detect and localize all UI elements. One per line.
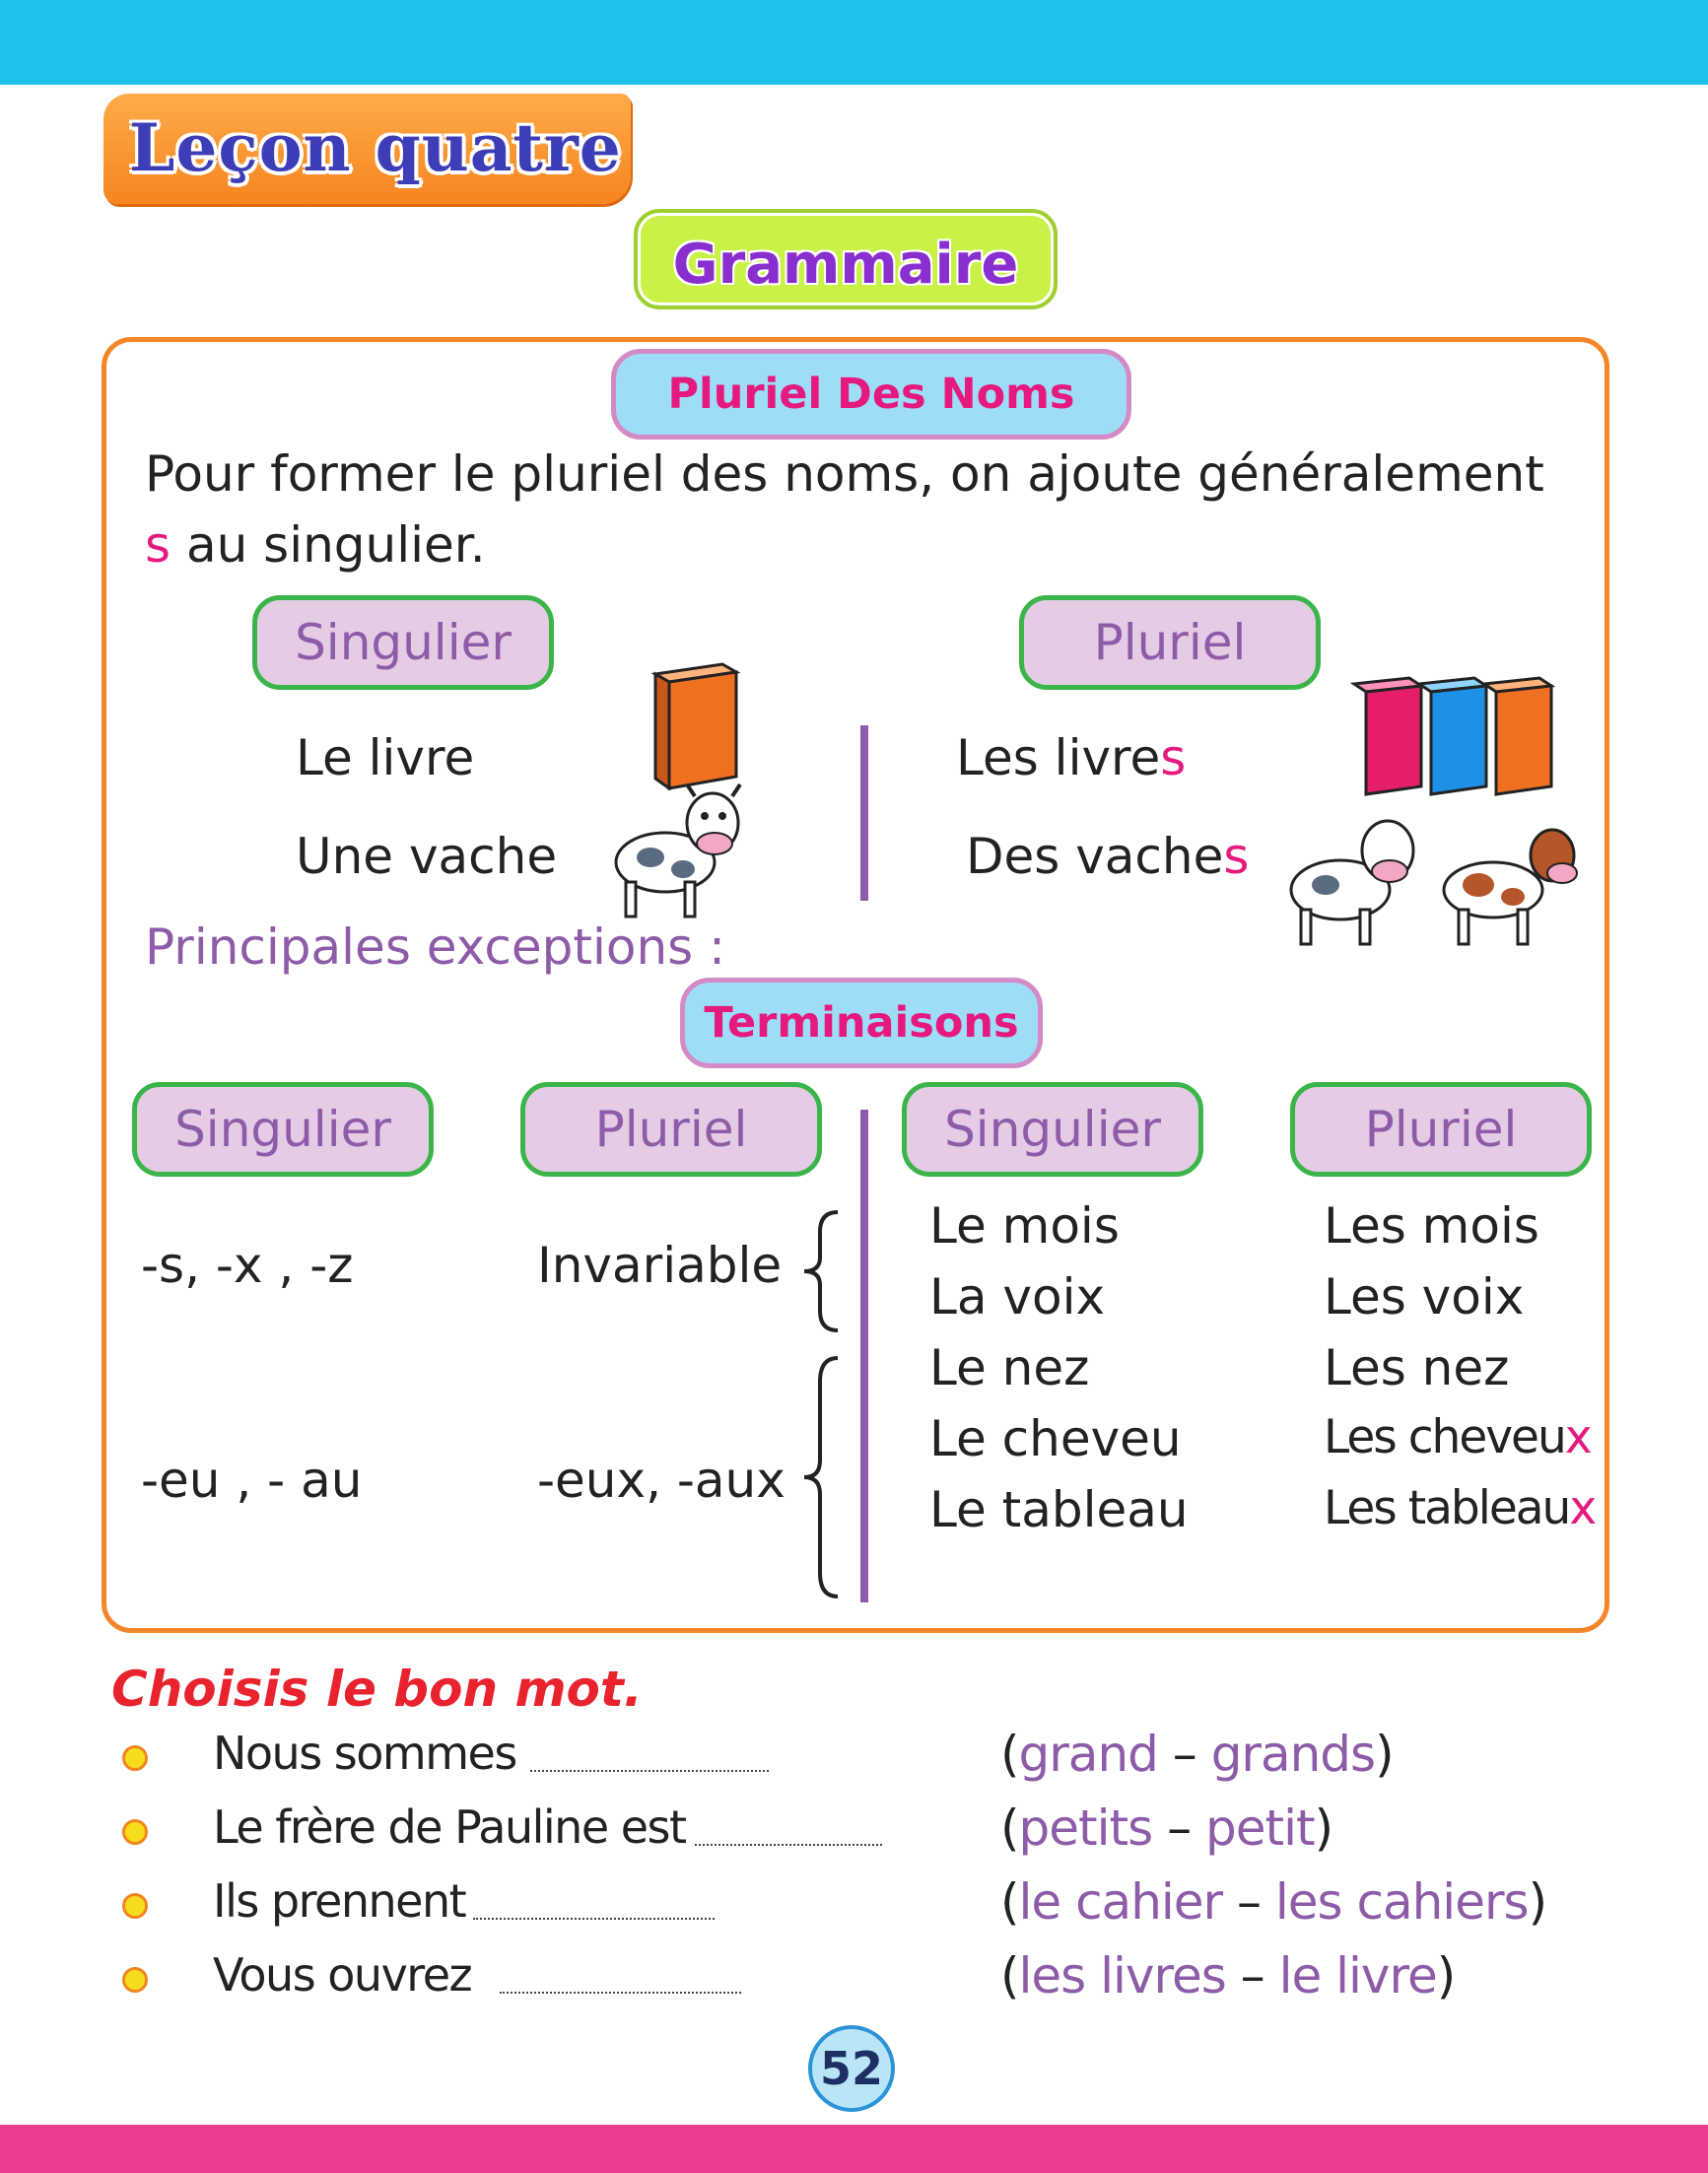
answer-blank[interactable] [473,1918,715,1920]
endings-title: Terminaisons [680,978,1043,1068]
page-number: 52 [808,2025,895,2112]
lesson-title: Leçon quatre [129,109,622,186]
cow-icon [596,779,764,926]
exercise-sentence: Ils prennent [213,1874,466,1928]
bullet-icon [122,1893,148,1919]
word-singular: Le nez [929,1339,1090,1396]
bullet-icon [122,1967,148,1993]
bullet-icon [122,1745,148,1771]
bottom-banner [0,2125,1708,2173]
answer-choices: (grand – grands) [1000,1726,1394,1783]
exercise-title: Choisis le bon mot. [111,1661,643,1718]
section-title: Grammaire [672,233,1019,297]
exceptions-divider-line [860,1110,868,1602]
brace-icon [798,1208,843,1334]
answer-blank[interactable] [695,1844,882,1846]
exercise-sentence: Le frère de Pauline est [213,1800,686,1854]
answer-choices: (les livres – le livre) [1000,1947,1456,2004]
word-singular: Le mois [929,1197,1120,1255]
words-singular-header: Singulier [902,1082,1203,1177]
exceptions-title: Principales exceptions : [145,918,725,976]
bullet-icon [122,1819,148,1845]
word-plural: Les tableaux [1324,1481,1596,1535]
word-plural: Les nez [1324,1339,1510,1396]
ending-rule-plural-2: -eux, -aux [537,1452,786,1509]
plural-header: Pluriel [1019,595,1321,690]
books-icon [1350,676,1572,799]
word-singular: Le tableau [929,1481,1189,1538]
exercise-sentence: Nous sommes [213,1727,516,1780]
answer-blank[interactable] [500,1992,741,1994]
answer-blank[interactable] [530,1770,769,1772]
choice-option[interactable]: petits [1018,1800,1153,1857]
ending-rule-plural-1: Invariable [537,1237,783,1294]
book-icon [646,662,744,790]
brace-icon [798,1354,843,1600]
rule-title: Pluriel Des Noms [611,349,1131,440]
example-plural-2: Des vaches [966,828,1250,885]
choice-option[interactable]: le cahier [1018,1873,1223,1931]
endings-plural-header: Pluriel [520,1082,822,1177]
ending-rule-singular-2: -eu , - au [141,1452,363,1509]
example-plural-1: Les livres [956,729,1187,786]
choice-option[interactable]: grands [1210,1726,1376,1783]
word-plural: Les mois [1324,1197,1539,1255]
word-singular: La voix [929,1268,1106,1325]
rule-letter: s [145,516,171,574]
example-singular-1: Le livre [296,729,475,786]
cows-icon [1271,806,1587,954]
example-singular-2: Une vache [296,828,558,885]
choice-option[interactable]: le livre [1278,1947,1437,2004]
word-plural: Les voix [1324,1268,1525,1325]
rule-text-line2: s au singulier. [145,516,486,574]
exercise-sentence: Vous ouvrez [213,1948,472,2002]
endings-singular-header: Singulier [132,1082,434,1177]
section-badge [634,209,1058,309]
choice-option[interactable]: grand [1018,1726,1158,1783]
top-banner [0,0,1708,85]
words-plural-header: Pluriel [1290,1082,1592,1177]
singular-header: Singulier [252,595,554,690]
rule-text-line1: Pour former le pluriel des noms, on ajoute généralement [145,445,1544,503]
ending-rule-singular-1: -s, -x , -z [141,1237,354,1294]
choice-option[interactable]: petit [1204,1800,1315,1857]
lesson-title-badge [103,94,631,204]
choice-option[interactable]: les livres [1018,1947,1226,2004]
answer-choices: (le cahier – les cahiers) [1000,1873,1547,1931]
choice-option[interactable]: les cahiers [1274,1873,1529,1931]
answer-choices: (petits – petit) [1000,1800,1333,1857]
word-plural: Les cheveux [1324,1410,1591,1464]
divider-line [860,725,868,901]
word-singular: Le cheveu [929,1410,1182,1467]
